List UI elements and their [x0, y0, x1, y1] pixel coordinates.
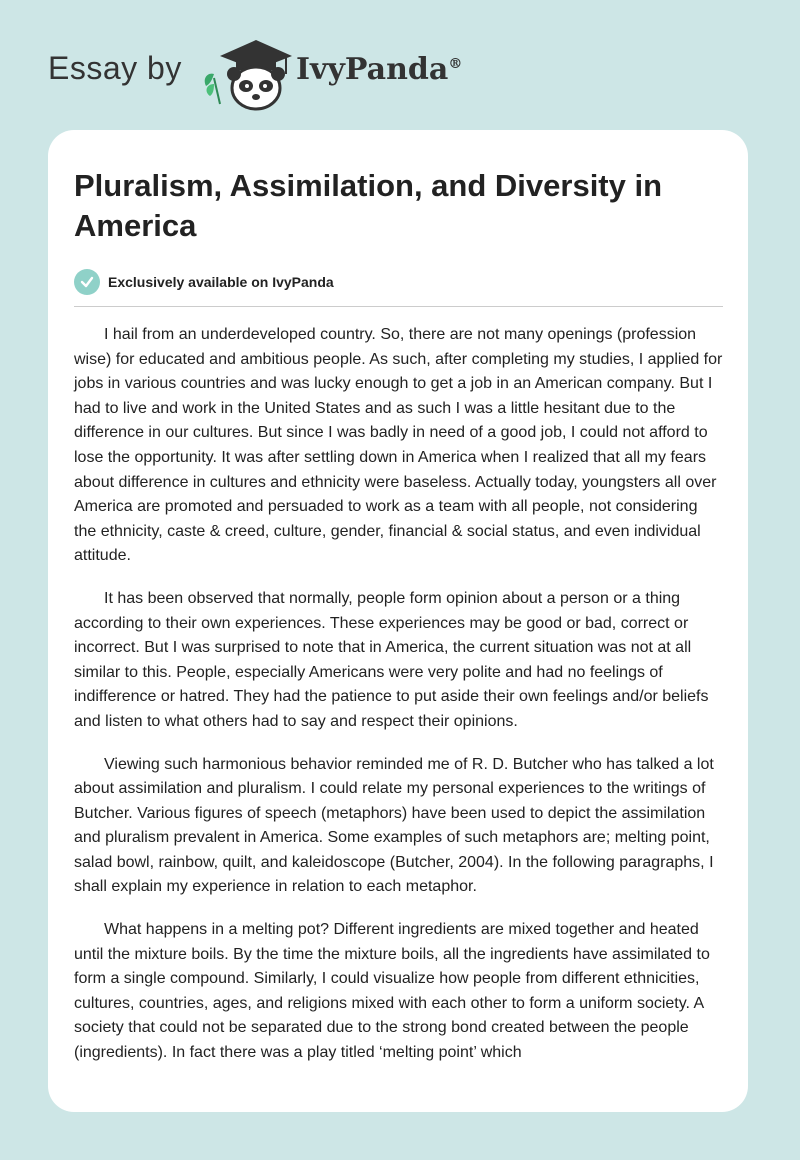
site-header	[48, 32, 748, 112]
essay-by-text: Essay by	[48, 50, 182, 86]
essay-card	[48, 130, 748, 1112]
divider	[74, 306, 723, 307]
exclusive-badge	[74, 268, 722, 296]
page-title: Pluralism, Assimilation, and Diversity in America	[74, 168, 663, 243]
exclusive-label: Exclusively available on IvyPanda	[108, 274, 334, 290]
paragraph: Viewing such harmonious behavior reminded me of R. D. Butcher who has talked a lot about assimilation and pluralism. I could relate my personal experiences to the writings of Butcher. Various figures of speech (metaphors) have been used to depict the assimilation and pluralism prevalent in America. Some examples of such metaphors are; melting point, salad bowl, rainbow, quilt, and kaleidoscope (Butcher, 2004). In the following paragraphs, I shall explain my experience in relation to each metaphor.	[74, 755, 714, 896]
registered-mark: ®	[448, 56, 463, 72]
paragraph: What happens in a melting pot? Different ingredients are mixed together and heated until the mixture boils. By the time the mixture boils, all the ingredients have assimilated to form a single compound. Similarly, I could visualize how people from different ethnicities, cultures, countries, ages, and religions mixed with each other to form a uniform society. A society that could not be separated due to the strong bond created between the people (ingredients). In fact there was a play titled ‘melting point’ which	[74, 921, 710, 1062]
brand-name[interactable]	[296, 52, 462, 87]
essay-body	[74, 323, 723, 1066]
ivypanda-logo-icon[interactable]	[200, 34, 292, 112]
paragraph: I hail from an underdeveloped country. So, there are not many openings (profession wise) for educated and ambitious people. As such, after completing my studies, I applied for jobs in various countries and was lucky enough to get a job in an American company. But I had to live and work in the United States and as such I was a little hesitant due to the difference in our cultures. But since I was badly in need of a good job, I could not afford to lose the opportunity. It was after settling down in America when I realized that all my fears about difference in cultures and ethnicity were baseless. Actually today, youngsters all over America are promoted and persuaded to work as a team with all people, not considering the ethnicity, caste & creed, culture, gender, financial & social status, and even individual attitude.	[74, 326, 723, 565]
brand-text: IvyPanda	[296, 52, 449, 87]
check-icon	[74, 269, 100, 295]
paragraph: It has been observed that normally, people form opinion about a person or a thing according to their own experiences. These experiences may be good or bad, correct or incorrect. But I was surprised to note that in America, the current situation was not at all similar to this. People, especially Americans were very polite and had no feelings of indifference or hatred. They had the patience to put aside their own feelings and/or beliefs and listen to what others had to say and respect their opinions.	[74, 589, 709, 730]
